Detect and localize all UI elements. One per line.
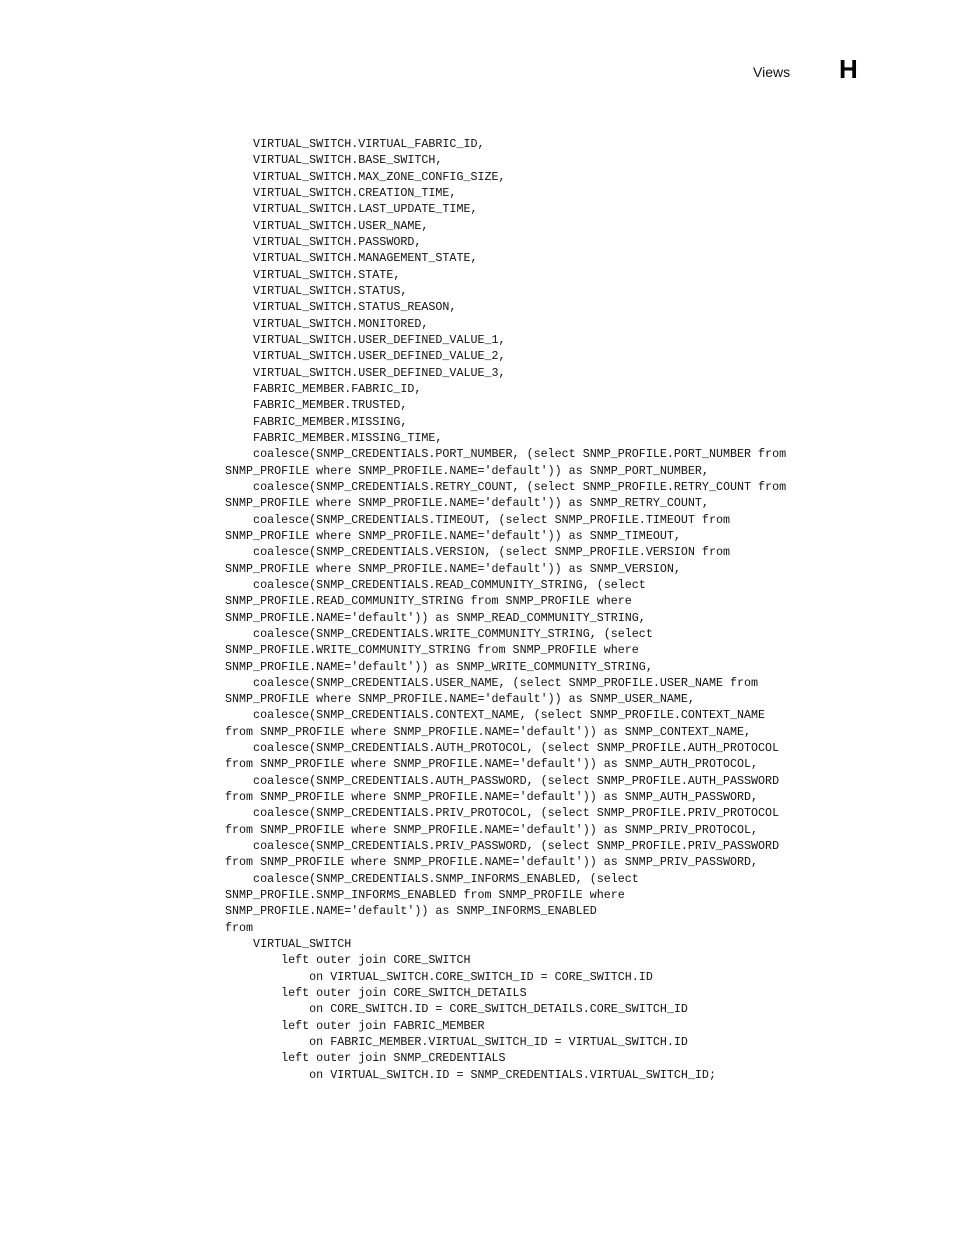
- code-line: FABRIC_MEMBER.TRUSTED,: [225, 398, 408, 413]
- code-line: from SNMP_PROFILE where SNMP_PROFILE.NAME='default')) as SNMP_AUTH_PROTOCOL,: [225, 757, 759, 772]
- code-line: from SNMP_PROFILE where SNMP_PROFILE.NAME='default')) as SNMP_PRIV_PROTOCOL,: [225, 822, 759, 837]
- code-line: VIRTUAL_SWITCH.VIRTUAL_FABRIC_ID,: [225, 137, 485, 151]
- code-line: coalesce(SNMP_CREDENTIALS.WRITE_COMMUNITY_STRING, (select: [225, 626, 653, 641]
- code-line: VIRTUAL_SWITCH.MANAGEMENT_STATE,: [225, 251, 478, 266]
- code-line: on VIRTUAL_SWITCH.CORE_SWITCH_ID = CORE_SWITCH.ID: [225, 969, 653, 984]
- code-line: coalesce(SNMP_CREDENTIALS.PORT_NUMBER, (select SNMP_PROFILE.PORT_NUMBER from: [225, 447, 787, 462]
- code-line: VIRTUAL_SWITCH.USER_DEFINED_VALUE_1,: [225, 332, 506, 347]
- code-line: from SNMP_PROFILE where SNMP_PROFILE.NAME='default')) as SNMP_PRIV_PASSWORD,: [225, 855, 759, 870]
- code-line: coalesce(SNMP_CREDENTIALS.PRIV_PASSWORD, (select SNMP_PROFILE.PRIV_PASSWORD: [225, 839, 780, 854]
- code-line: VIRTUAL_SWITCH.STATUS_REASON,: [225, 300, 457, 315]
- code-line: coalesce(SNMP_CREDENTIALS.SNMP_INFORMS_ENABLED, (select: [225, 871, 639, 886]
- code-line: VIRTUAL_SWITCH.BASE_SWITCH,: [225, 153, 443, 168]
- code-line: SNMP_PROFILE.READ_COMMUNITY_STRING from SNMP_PROFILE where: [225, 594, 632, 609]
- code-line: SNMP_PROFILE.NAME='default')) as SNMP_READ_COMMUNITY_STRING,: [225, 610, 646, 625]
- code-line: VIRTUAL_SWITCH.MONITORED,: [225, 316, 429, 331]
- code-line: VIRTUAL_SWITCH.MAX_ZONE_CONFIG_SIZE,: [225, 169, 506, 184]
- code-line: VIRTUAL_SWITCH.USER_NAME,: [225, 218, 429, 233]
- running-header-section: Views: [753, 64, 791, 80]
- code-line: from: [225, 920, 254, 935]
- code-line: left outer join SNMP_CREDENTIALS: [225, 1051, 506, 1066]
- code-line: VIRTUAL_SWITCH.USER_DEFINED_VALUE_3,: [225, 365, 506, 380]
- code-line: VIRTUAL_SWITCH: [225, 937, 352, 952]
- code-line: VIRTUAL_SWITCH.PASSWORD,: [225, 234, 422, 249]
- code-line: SNMP_PROFILE.SNMP_INFORMS_ENABLED from SNMP_PROFILE where: [225, 888, 625, 903]
- code-line: SNMP_PROFILE where SNMP_PROFILE.NAME='default')) as SNMP_PORT_NUMBER,: [225, 463, 709, 478]
- code-line: VIRTUAL_SWITCH.STATUS,: [225, 283, 408, 298]
- code-line: coalesce(SNMP_CREDENTIALS.VERSION, (select SNMP_PROFILE.VERSION from: [225, 545, 730, 560]
- code-line: coalesce(SNMP_CREDENTIALS.READ_COMMUNITY_STRING, (select: [225, 577, 646, 592]
- code-line: SNMP_PROFILE where SNMP_PROFILE.NAME='default')) as SNMP_USER_NAME,: [225, 692, 695, 707]
- code-line: left outer join CORE_SWITCH: [225, 953, 471, 968]
- code-line: on CORE_SWITCH.ID = CORE_SWITCH_DETAILS.CORE_SWITCH_ID: [225, 1002, 688, 1017]
- code-line: SNMP_PROFILE.NAME='default')) as SNMP_WRITE_COMMUNITY_STRING,: [225, 659, 653, 674]
- code-line: from SNMP_PROFILE where SNMP_PROFILE.NAME='default')) as SNMP_AUTH_PASSWORD,: [225, 790, 759, 805]
- code-line: coalesce(SNMP_CREDENTIALS.CONTEXT_NAME, (select SNMP_PROFILE.CONTEXT_NAME: [225, 708, 766, 723]
- code-line: SNMP_PROFILE where SNMP_PROFILE.NAME='default')) as SNMP_VERSION,: [225, 561, 681, 576]
- code-line: SNMP_PROFILE.NAME='default')) as SNMP_INFORMS_ENABLED: [225, 904, 597, 919]
- code-line: left outer join FABRIC_MEMBER: [225, 1018, 485, 1033]
- code-line: SNMP_PROFILE where SNMP_PROFILE.NAME='default')) as SNMP_TIMEOUT,: [225, 528, 681, 543]
- code-line: coalesce(SNMP_CREDENTIALS.AUTH_PROTOCOL, (select SNMP_PROFILE.AUTH_PROTOCOL: [225, 741, 780, 756]
- code-line: FABRIC_MEMBER.MISSING_TIME,: [225, 430, 443, 445]
- code-line: FABRIC_MEMBER.FABRIC_ID,: [225, 381, 422, 396]
- sql-code-block: [225, 136, 945, 1083]
- code-line: coalesce(SNMP_CREDENTIALS.PRIV_PROTOCOL, (select SNMP_PROFILE.PRIV_PROTOCOL: [225, 806, 780, 821]
- code-line: left outer join CORE_SWITCH_DETAILS: [225, 986, 527, 1001]
- code-line: coalesce(SNMP_CREDENTIALS.TIMEOUT, (select SNMP_PROFILE.TIMEOUT from: [225, 512, 730, 527]
- code-line: VIRTUAL_SWITCH.CREATION_TIME,: [225, 185, 457, 200]
- code-line: on VIRTUAL_SWITCH.ID = SNMP_CREDENTIALS.VIRTUAL_SWITCH_ID;: [225, 1067, 716, 1082]
- code-line: VIRTUAL_SWITCH.LAST_UPDATE_TIME,: [225, 202, 478, 217]
- code-line: SNMP_PROFILE where SNMP_PROFILE.NAME='default')) as SNMP_RETRY_COUNT,: [225, 496, 709, 511]
- code-line: on FABRIC_MEMBER.VIRTUAL_SWITCH_ID = VIRTUAL_SWITCH.ID: [225, 1035, 688, 1050]
- code-line: coalesce(SNMP_CREDENTIALS.AUTH_PASSWORD, (select SNMP_PROFILE.AUTH_PASSWORD: [225, 773, 780, 788]
- code-line: VIRTUAL_SWITCH.USER_DEFINED_VALUE_2,: [225, 349, 506, 364]
- code-line: coalesce(SNMP_CREDENTIALS.RETRY_COUNT, (select SNMP_PROFILE.RETRY_COUNT from: [225, 479, 787, 494]
- appendix-letter: H: [839, 54, 858, 84]
- code-line: SNMP_PROFILE.WRITE_COMMUNITY_STRING from SNMP_PROFILE where: [225, 643, 639, 658]
- code-line: from SNMP_PROFILE where SNMP_PROFILE.NAME='default')) as SNMP_CONTEXT_NAME,: [225, 724, 752, 739]
- code-line: VIRTUAL_SWITCH.STATE,: [225, 267, 401, 282]
- code-line: FABRIC_MEMBER.MISSING,: [225, 414, 408, 429]
- code-line: coalesce(SNMP_CREDENTIALS.USER_NAME, (select SNMP_PROFILE.USER_NAME from: [225, 675, 759, 690]
